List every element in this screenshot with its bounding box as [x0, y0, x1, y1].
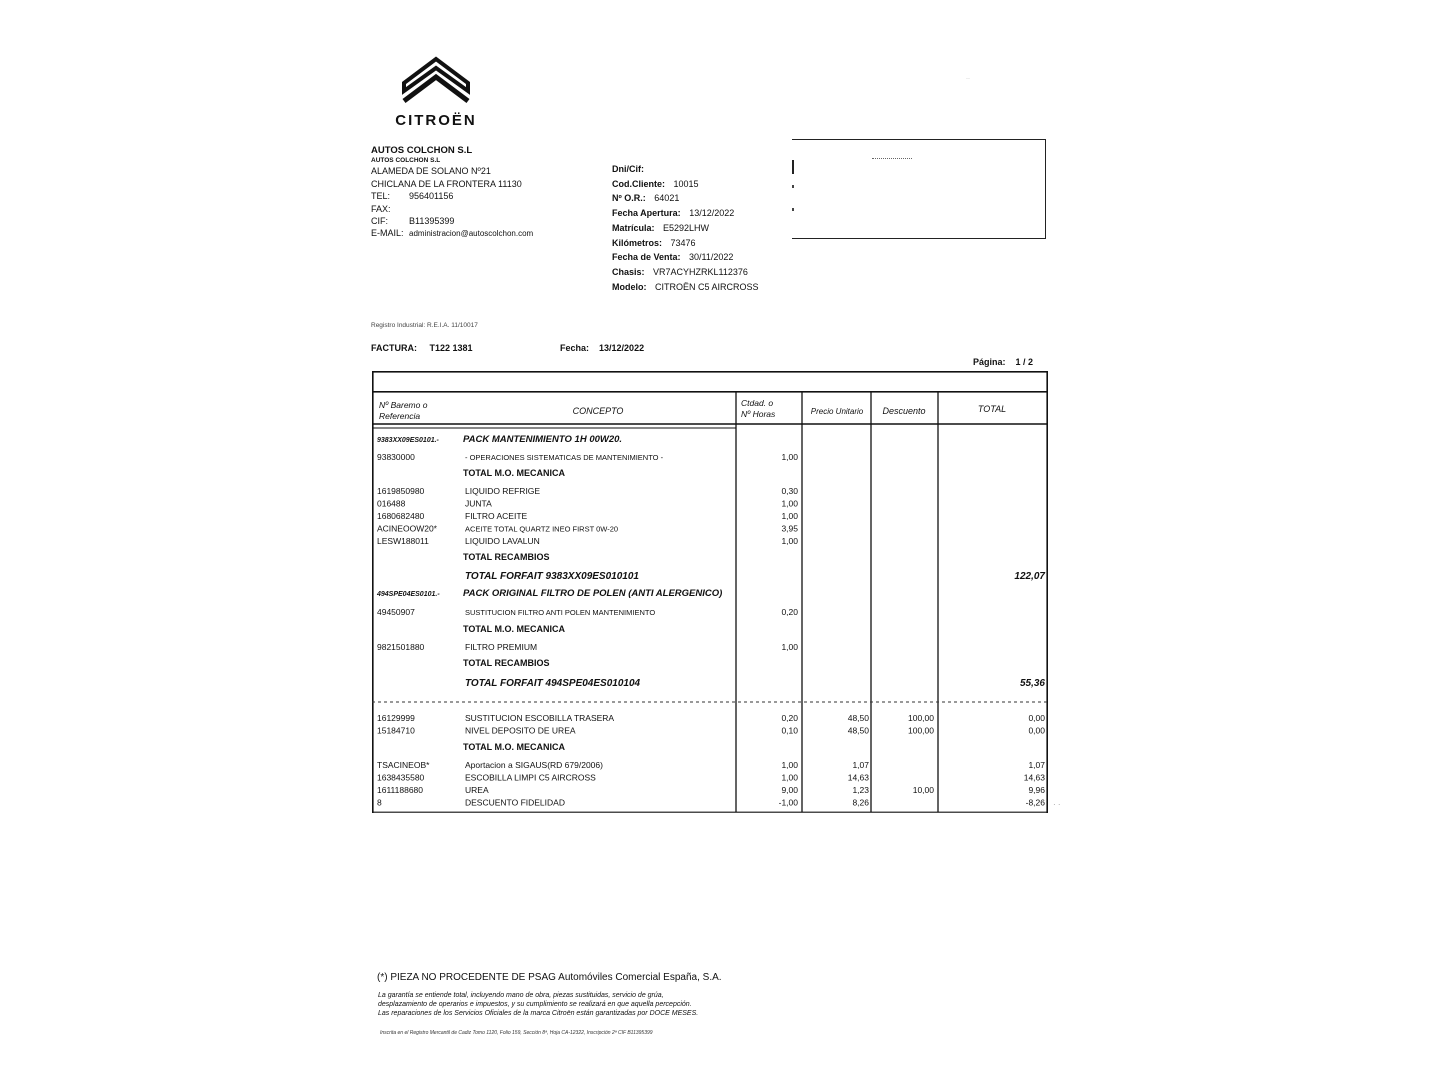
cell-concepto: TOTAL RECAMBIOS — [463, 658, 550, 668]
table-row — [377, 511, 798, 521]
cell-concepto: NIVEL DEPOSITO DE UREA — [465, 725, 576, 736]
table-row — [377, 785, 1045, 795]
footer-psag-note: (*) PIEZA NO PROCEDENTE DE PSAG Automóviles Comercial España, S.A. — [377, 972, 722, 983]
invoice-number: FACTURA: T122 1381 — [371, 343, 473, 353]
cell-concepto: Aportacion a SIGAUS(RD 679/2006) — [465, 760, 603, 770]
cell-concepto: ACEITE TOTAL QUARTZ INEO FIRST 0W-20 — [465, 524, 619, 534]
cell-descuento: 10,00 — [912, 785, 934, 795]
cell-concepto: FILTRO ACEITE — [465, 511, 528, 521]
cell-concepto: ESCOBILLA LIMPI C5 AIRCROSS — [465, 772, 596, 783]
header-concepto: CONCEPTO — [572, 406, 624, 416]
invoice-date: Fecha: 13/12/2022 — [560, 343, 645, 353]
header-descuento: Descuento — [882, 406, 926, 416]
cell-cantidad: 0,30 — [781, 486, 798, 496]
brand-logo — [384, 55, 488, 129]
header-total: TOTAL — [977, 404, 1007, 414]
citroen-chevrons-icon — [384, 55, 488, 105]
cell-cantidad: 1,00 — [781, 536, 798, 546]
vehicle-field: Dni/Cif: — [612, 164, 644, 174]
dealer-name-small: AUTOS COLCHON S.L — [371, 157, 441, 165]
table-row — [377, 798, 1045, 808]
cell-precio: 1,23 — [852, 785, 869, 795]
table-row — [377, 452, 798, 462]
header-ref: Nº Baremo o Referencia — [379, 400, 428, 421]
page-indicator: Página: 1 / 2 — [973, 357, 1034, 367]
cell-ref: 8 — [377, 797, 382, 808]
cell-cantidad: 3,95 — [781, 523, 798, 534]
table-row — [377, 536, 798, 546]
vehicle-field: Cod.Cliente: 10015 — [612, 178, 699, 189]
vehicle-field: Nº O.R.: 64021 — [612, 193, 680, 204]
header-precio: Precio Unitario — [810, 407, 864, 416]
cell-descuento: 100,00 — [908, 713, 934, 723]
cell-ref: TSACINEOB* — [377, 760, 430, 770]
cell-ref: 1619850980 — [377, 486, 425, 496]
table-row — [463, 552, 550, 562]
table-row — [465, 571, 1045, 582]
cell-cantidad: 9,00 — [781, 785, 798, 795]
cell-ref: 1611188680 — [377, 785, 424, 795]
brand-name: CITROËN — [395, 112, 477, 129]
client-address-box — [792, 139, 1046, 239]
table-row — [377, 524, 798, 534]
cell-cantidad: 1,00 — [781, 642, 798, 652]
table-row — [377, 713, 1045, 723]
dealer-name: AUTOS COLCHON S.L — [371, 145, 473, 156]
table-row — [377, 434, 622, 445]
cell-cantidad: 1,00 — [781, 511, 798, 521]
vehicle-field: Fecha de Venta: 30/11/2022 — [612, 252, 734, 263]
registro-industrial: Registro Industrial: R.E.I.A. 11/10017 — [371, 322, 478, 329]
cell-total: 14,63 — [1023, 772, 1045, 783]
cell-cantidad: 0,10 — [781, 725, 798, 736]
cell-total: -8,26 — [1025, 797, 1045, 808]
table-row — [376, 588, 722, 599]
cell-ref: 9821501880 — [377, 642, 425, 652]
cell-concepto: TOTAL M.O. MECANICA — [463, 742, 565, 752]
cell-concepto: TOTAL M.O. MECANICA — [463, 468, 565, 478]
vehicle-field: Modelo: CITROËN C5 AIRCROSS — [612, 281, 759, 292]
cell-concepto: TOTAL M.O. MECANICA — [463, 624, 565, 634]
dealer-address1: ALAMEDA DE SOLANO Nº21 — [371, 166, 491, 177]
cell-concepto: JUNTA — [465, 498, 492, 509]
cell-cantidad: 0,20 — [781, 607, 798, 617]
cell-precio: 14,63 — [847, 772, 869, 783]
dealer-email: E-MAIL: administracion@autoscolchon.com — [371, 228, 534, 239]
cell-ref: 16129999 — [377, 713, 415, 723]
cell-concepto: SUSTITUCION FILTRO ANTI POLEN MANTENIMIENTO — [465, 608, 656, 617]
cell-precio: 1,07 — [852, 760, 869, 770]
cell-total: 0,00 — [1028, 725, 1045, 736]
vehicle-field: Fecha Apertura: 13/12/2022 — [612, 208, 735, 219]
cell-cantidad: 1,00 — [781, 772, 798, 783]
cell-ref: 1680682480 — [377, 511, 425, 521]
table-row — [465, 678, 1045, 689]
cell-concepto: TOTAL FORFAIT 9383XX09ES010101 — [465, 571, 639, 582]
cell-cantidad: 0,20 — [781, 713, 798, 723]
dealer-fax: FAX: — [371, 203, 391, 214]
table-row — [463, 624, 565, 634]
cell-cantidad: 1,00 — [781, 760, 798, 770]
table-row — [463, 468, 565, 478]
footer-registro-mercantil: Inscrita en el Registro Mercantil de Cadiz Tomo 1120, Folio 159, Sección 8ª, Hoja CA-12322, Inscripción 2ª CIF B11395399 — [380, 1030, 653, 1036]
cell-total: 9,96 — [1028, 785, 1045, 795]
cell-concepto: UREA — [465, 785, 489, 795]
cell-cantidad: -1,00 — [778, 797, 798, 808]
margin-mark: · · — [1053, 800, 1061, 809]
cell-ref: ACINEOOW20* — [377, 523, 437, 534]
cell-total: 122,07 — [1014, 571, 1045, 582]
vehicle-info — [612, 162, 759, 294]
vehicle-field: Kilómetros: 73476 — [612, 237, 696, 248]
vehicle-field: Chasis: VR7ACYHZRKL112376 — [612, 266, 748, 277]
table-row — [377, 607, 798, 617]
table-row — [377, 760, 1045, 770]
table-row — [463, 742, 565, 752]
dealer-info — [371, 144, 533, 241]
cell-cantidad: 1,00 — [781, 452, 798, 462]
cell-ref: 15184710 — [377, 725, 415, 736]
table-row — [377, 499, 798, 509]
table-row — [377, 642, 798, 652]
top-mark: ·· — [966, 76, 970, 82]
cell-concepto: PACK MANTENIMIENTO 1H 00W20. — [463, 434, 623, 445]
cell-ref: 49450907 — [377, 607, 415, 617]
vehicle-field: Matrícula: E5292LHW — [612, 222, 710, 233]
cell-ref: LESW188011 — [377, 536, 429, 546]
cell-concepto: PACK ORIGINAL FILTRO DE POLEN (ANTI ALERGENICO) — [463, 588, 723, 599]
cell-cantidad: 1,00 — [781, 498, 798, 509]
cell-concepto: FILTRO PREMIUM — [465, 642, 538, 652]
cell-concepto: - OPERACIONES SISTEMATICAS DE MANTENIMIENTO - — [465, 453, 664, 462]
cell-concepto: TOTAL FORFAIT 494SPE04ES010104 — [465, 678, 641, 689]
table-row — [377, 726, 1045, 736]
table-row — [377, 773, 1045, 783]
dealer-cif: CIF: B11395399 — [371, 216, 455, 227]
cell-ref: 494SPE04ES0101.- — [377, 591, 440, 598]
cell-total: 55,36 — [1019, 678, 1045, 689]
table-row — [463, 658, 550, 668]
cell-ref: 016488 — [377, 498, 406, 509]
dealer-address2: CHICLANA DE LA FRONTERA 11130 — [371, 178, 522, 189]
cell-concepto: TOTAL RECAMBIOS — [463, 552, 550, 562]
cell-concepto: LIQUIDO LAVALUN — [465, 536, 540, 546]
table-row — [377, 486, 798, 496]
header-cantidad: Ctdad. o Nº Horas — [741, 398, 776, 419]
dealer-tel: TEL: 956401156 — [371, 191, 454, 202]
cell-ref: 1638435580 — [377, 772, 425, 783]
footer-garantia: La garantía se entiende total, incluyendo mano de obra, piezas sustituidas, servicio de grúa, desplazamiento de operarios e impuestos, y su cumplimiento se realizará en que aquella percepción. Las reparaciones de los Servicios Oficiales de la marca Citroën están garantizadas por DOCE MESES. — [378, 992, 699, 1017]
cell-descuento: 100,00 — [908, 725, 934, 736]
cell-precio: 48,50 — [847, 725, 869, 736]
cell-concepto: DESCUENTO FIDELIDAD — [465, 797, 565, 808]
cell-total: 1,07 — [1028, 760, 1045, 770]
cell-ref: 93830000 — [377, 452, 415, 462]
cell-precio: 48,50 — [847, 713, 869, 723]
cell-concepto: SUSTITUCION ESCOBILLA TRASERA — [465, 713, 615, 723]
cell-ref: 9383XX09ES0101.- — [377, 437, 439, 444]
cell-total: 0,00 — [1028, 713, 1045, 723]
cell-precio: 8,26 — [852, 797, 869, 808]
invoice-table — [372, 371, 1048, 813]
cell-concepto: LIQUIDO REFRIGE — [465, 486, 541, 496]
